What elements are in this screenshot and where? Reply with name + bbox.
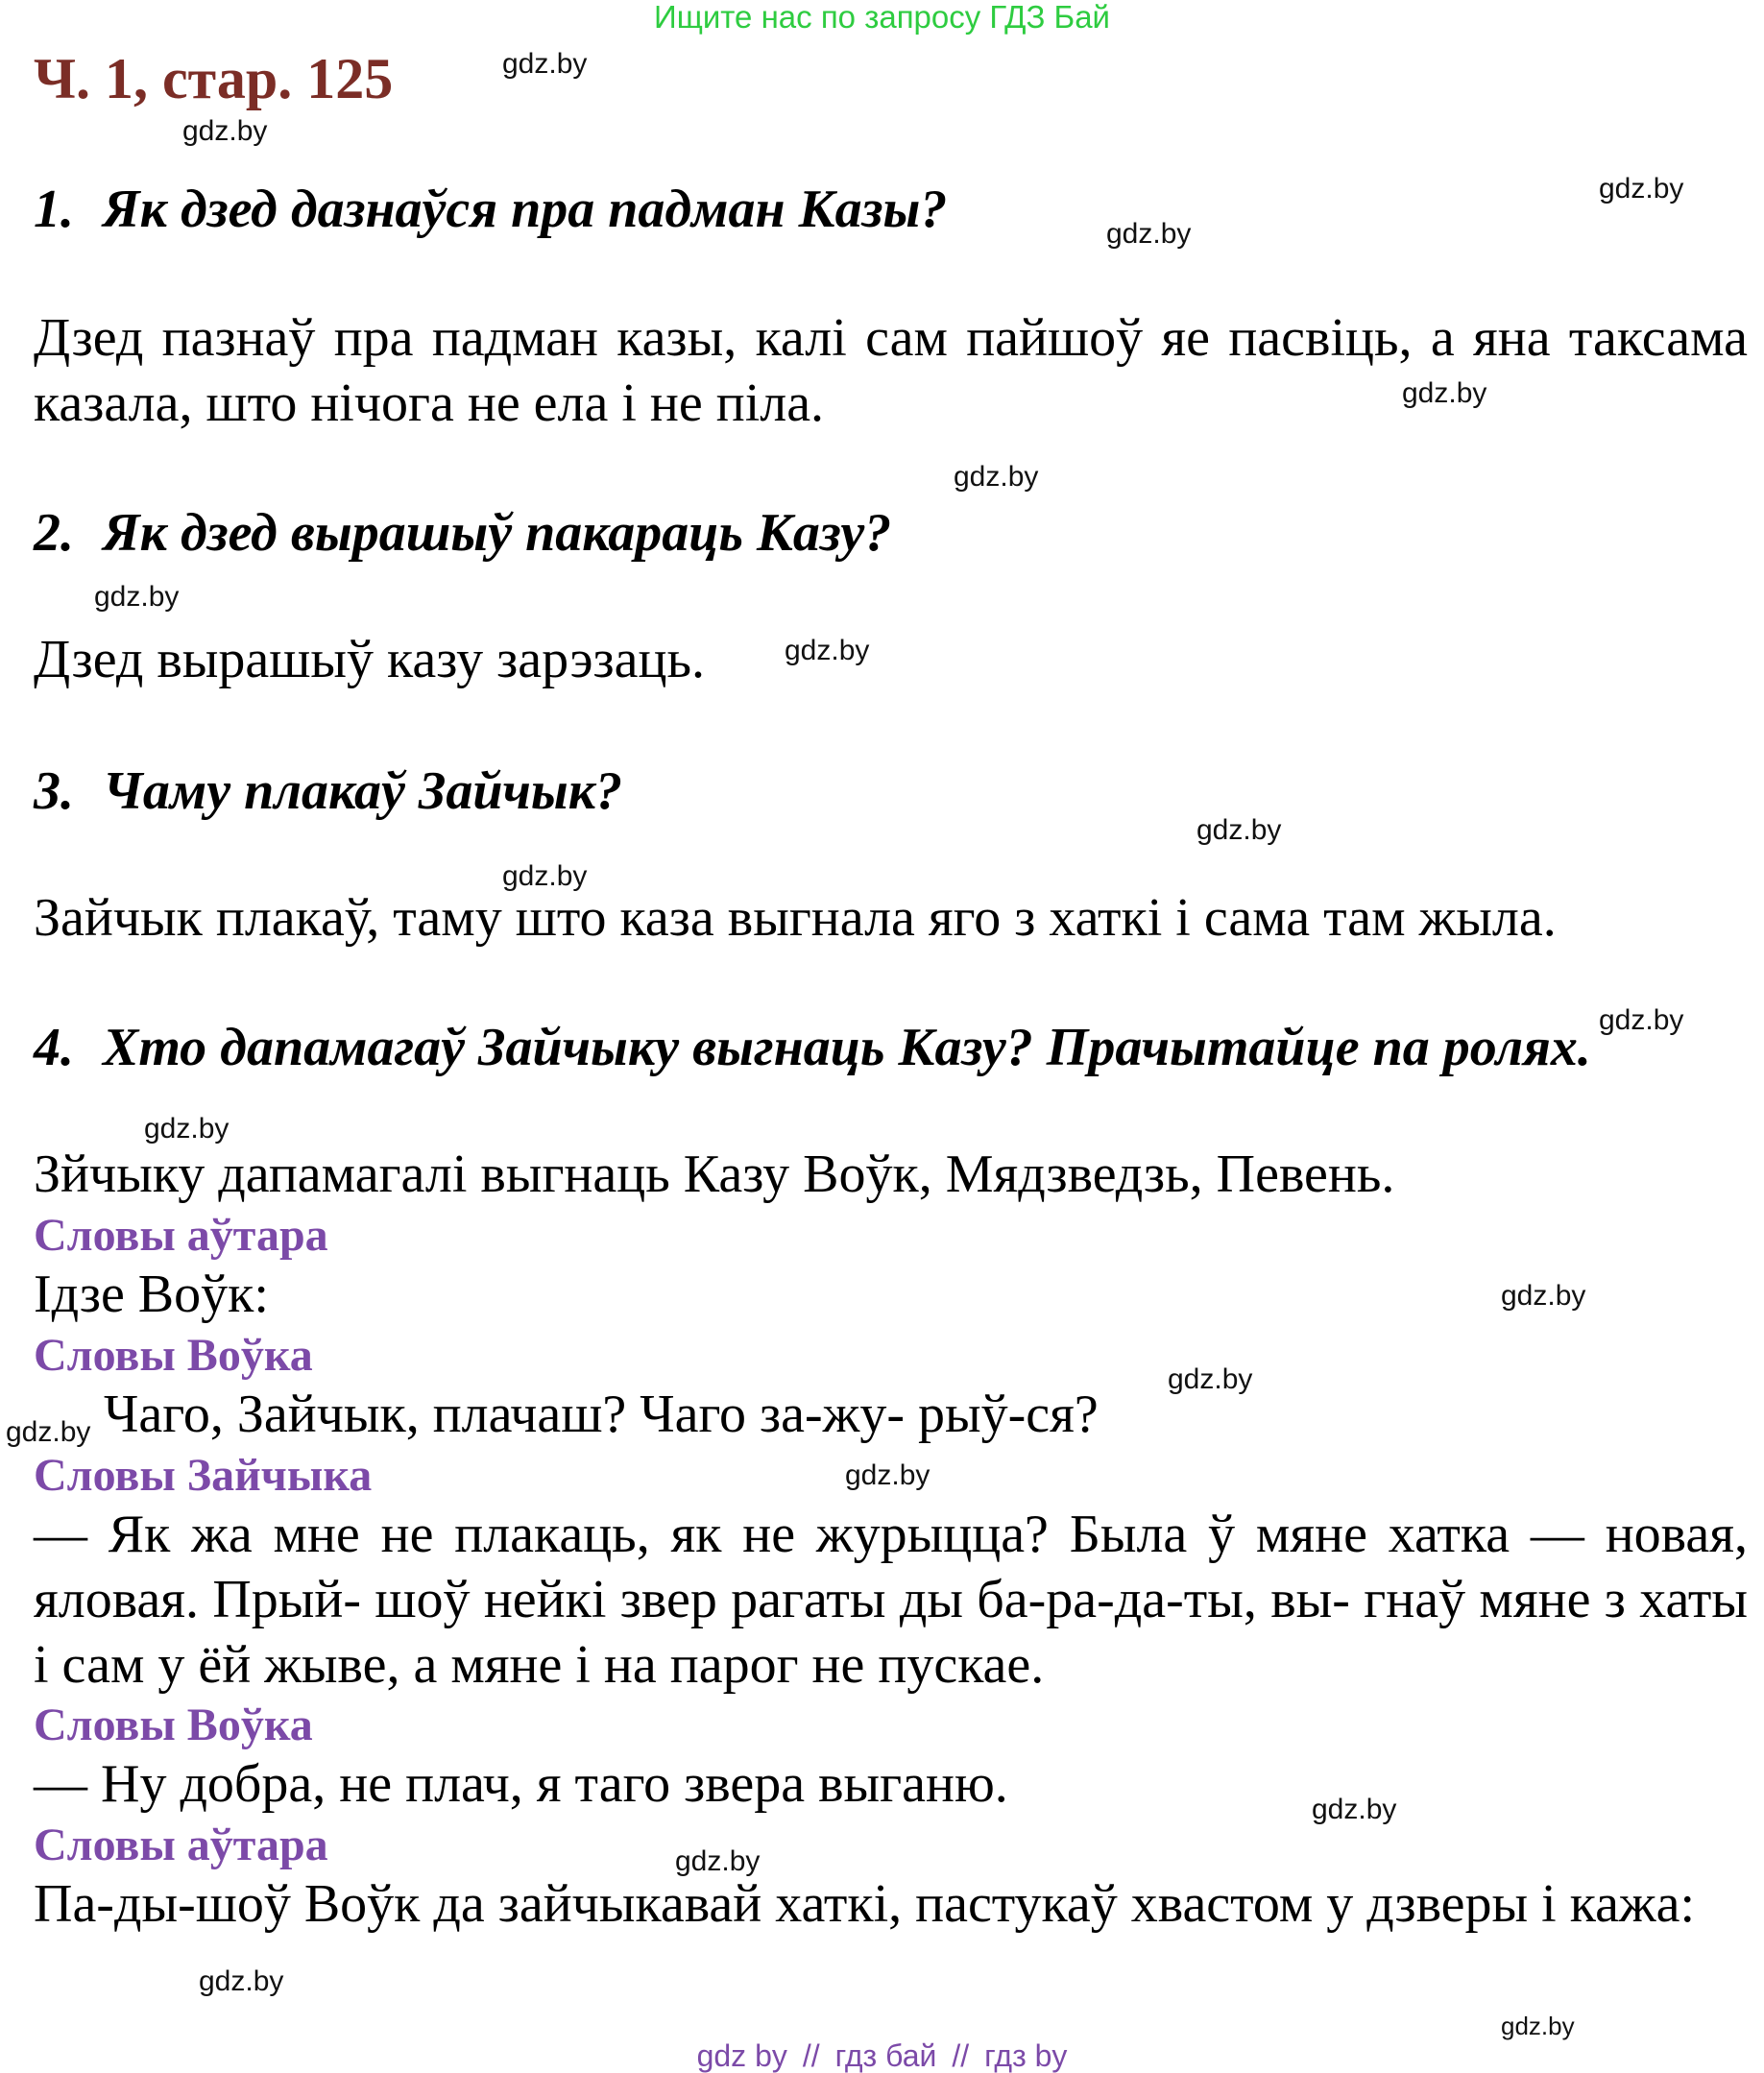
- watermark: gdz.by: [144, 1113, 230, 1145]
- answer-3: Зайчык плакаў, таму што каза выгнала яго з хаткі і сама там жыла.: [34, 888, 1557, 948]
- question-text: Як дзед вырашыў пакараць Казу?: [103, 503, 892, 563]
- footer-link: гдз by: [984, 2038, 1068, 2073]
- watermark: gdz.by: [1312, 1794, 1397, 1825]
- watermark: gdz.by: [1402, 377, 1487, 409]
- question-number: 4.: [34, 1018, 74, 1077]
- role-label: Словы аўтара: [34, 1820, 328, 1870]
- watermark: gdz.by: [1501, 2012, 1575, 2040]
- watermark: gdz.by: [785, 635, 870, 666]
- question-number: 3.: [34, 761, 74, 821]
- dialogue-line: — Ну добра, не плач, я таго звера выганю.: [34, 1754, 1008, 1814]
- answer-1: Дзед пазнаў пра падман казы, калі сам пайшоў яе пасвіць, а яна таксама казала, што нічога не ела і не піла.: [34, 308, 1748, 433]
- watermark: gdz.by: [502, 48, 588, 80]
- question-3: [34, 759, 622, 823]
- footer-link: гдз бай: [834, 2038, 937, 2073]
- watermark: gdz.by: [1501, 1280, 1586, 1312]
- watermark: gdz.by: [1599, 1004, 1684, 1036]
- question-4: [34, 1016, 1591, 1079]
- role-label: Словы Воўка: [34, 1699, 313, 1750]
- watermark: gdz.by: [6, 1416, 91, 1448]
- dialogue-line: Па-ды-шоў Воўк да зайчыкавай хаткі, пастукаў хвастом у дзверы і кажа:: [34, 1874, 1696, 1934]
- role-label: Словы Воўка: [34, 1330, 313, 1381]
- page-title: Ч. 1, стар. 125: [34, 47, 394, 110]
- role-label: Словы аўтара: [34, 1210, 328, 1261]
- dialogue-line: Чаго, Зайчык, плачаш? Чаго за-жу- рыў-ся?: [104, 1385, 1099, 1444]
- watermark: gdz.by: [1196, 814, 1282, 846]
- watermark: gdz.by: [845, 1459, 930, 1491]
- question-text: Хто дапамагаў Зайчыку выгнаць Казу? Прачытайце па ролях.: [103, 1018, 1591, 1077]
- answer-2: Дзед вырашыў казу зарэзаць.: [34, 630, 706, 689]
- watermark: gdz.by: [94, 581, 180, 613]
- question-2: [34, 501, 891, 565]
- watermark: gdz.by: [1599, 173, 1684, 205]
- watermark: gdz.by: [675, 1845, 761, 1877]
- question-text: Чаму плакаў Зайчык?: [103, 761, 623, 821]
- question-number: 1.: [34, 180, 74, 239]
- role-label: Словы Зайчыка: [34, 1450, 373, 1501]
- watermark: gdz.by: [199, 1965, 284, 1997]
- watermark: gdz.by: [1168, 1363, 1253, 1395]
- question-text: Як дзед дазнаўся пра падман Казы?: [103, 180, 948, 239]
- watermark: gdz.by: [502, 860, 588, 892]
- question-number: 2.: [34, 503, 74, 563]
- footer-separator: //: [802, 2038, 820, 2073]
- dialogue-line: — Як жа мне не плакаць, як не журыцца? Была ў мяне хатка — новая, яловая. Прый- шоў нейкі звер рагаты ды ба-ра-да-ты, вы- гнаў мяне з хаты і сам у ёй жыве, а мяне і на парог не пускае.: [34, 1505, 1748, 1695]
- footer: [0, 2039, 1764, 2072]
- watermark: gdz.by: [182, 115, 268, 147]
- question-1: [34, 178, 947, 241]
- dialogue-line: Ідзе Воўк:: [34, 1265, 269, 1324]
- footer-link: gdz by: [696, 2038, 787, 2073]
- top-banner: Ищите нас по запросу ГДЗ Бай: [654, 0, 1110, 35]
- footer-separator: //: [952, 2038, 970, 2073]
- answer-4: Зйчыку дапамагалі выгнаць Казу Воўк, Мядзведзь, Певень.: [34, 1145, 1395, 1204]
- watermark: gdz.by: [954, 461, 1039, 493]
- watermark: gdz.by: [1106, 218, 1192, 250]
